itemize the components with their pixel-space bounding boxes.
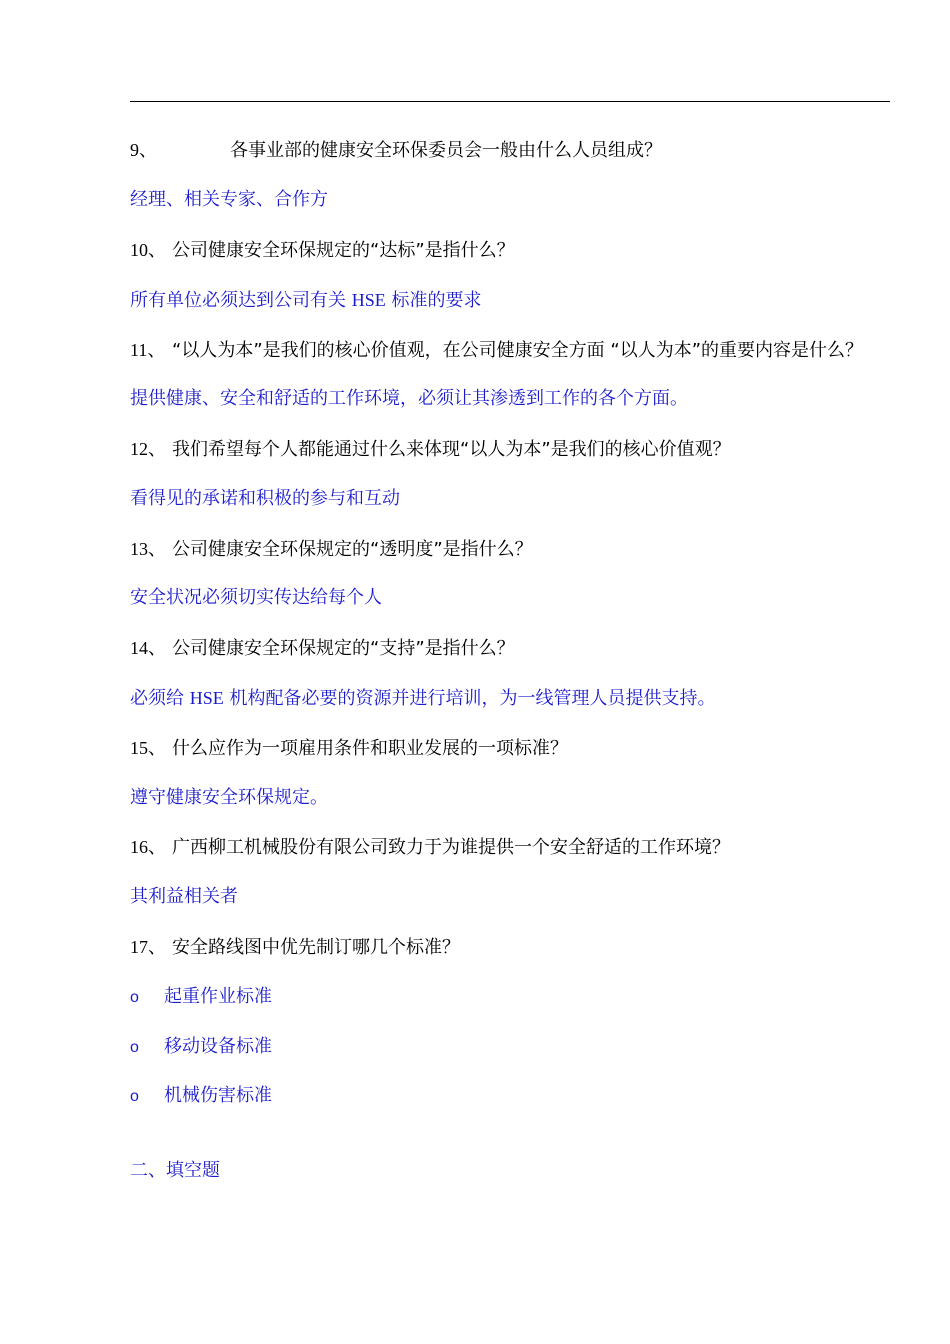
question-9 [130,138,662,163]
question-text: “以人为本”是我们的核心价值观，在公司健康安全方面 “以人为本”的重要内容是什么？ [172,340,864,361]
answer-15: 遵守健康安全环保规定。 [130,787,328,808]
answer-14 [130,686,715,711]
list-item [130,1035,272,1060]
list-item-text: 起重作业标准 [164,986,272,1007]
list-item [130,1084,272,1109]
answer-text-hse: HSE [189,688,224,708]
question-number: 14、 [130,638,166,658]
list-item-text: 机械伤害标准 [164,1085,272,1106]
answer-text-post: 机构配备必要的资源并进行培训，为一线管理人员提供支持。 [223,688,716,709]
list-item-text: 移动设备标准 [164,1036,272,1057]
question-10 [130,238,515,263]
answer-12: 看得见的承诺和积极的参与和互动 [130,488,400,509]
section-heading: 二、填空题 [130,1160,220,1181]
question-11 [130,338,863,363]
question-text: 公司健康安全环保规定的“透明度”是指什么？ [172,539,533,560]
question-12 [130,437,731,462]
question-text: 公司健康安全环保规定的“支持”是指什么？ [172,638,515,659]
question-number: 12、 [130,439,166,459]
question-number: 9、 [130,140,157,160]
question-text: 各事业部的健康安全环保委员会一般由什么人员组成？ [230,140,662,161]
question-number: 10、 [130,240,166,260]
question-number: 17、 [130,937,166,957]
question-number: 13、 [130,539,166,559]
question-number: 15、 [130,738,166,758]
bullet-icon: o [130,989,139,1006]
question-17 [130,935,460,960]
question-number: 11、 [130,340,166,360]
question-text: 我们希望每个人都能通过什么来体现“以人为本”是我们的核心价值观？ [172,439,731,460]
header-rule [130,101,890,102]
question-16 [130,835,730,860]
answer-text-pre: 必须给 [130,688,190,709]
answer-10 [130,288,481,313]
question-15 [130,736,568,761]
answer-16: 其利益相关者 [130,886,238,907]
answer-11: 提供健康、安全和舒适的工作环境，必须让其渗透到工作的各个方面。 [130,388,688,409]
answer-9: 经理、相关专家、合作方 [130,189,328,210]
answer-text-post: 标准的要求 [385,290,482,311]
question-number: 16、 [130,837,166,857]
answer-text-hse: HSE [351,290,386,310]
question-text: 广西柳工机械股份有限公司致力于为谁提供一个安全舒适的工作环境？ [172,837,730,858]
question-13 [130,537,533,562]
question-text: 公司健康安全环保规定的“达标”是指什么？ [172,240,515,261]
answer-text-pre: 所有单位必须达到公司有关 [130,290,352,311]
list-item [130,985,272,1010]
question-text: 什么应作为一项雇用条件和职业发展的一项标准？ [172,738,568,759]
bullet-icon: o [130,1088,139,1105]
question-14 [130,636,515,661]
answer-13: 安全状况必须切实传达给每个人 [130,587,382,608]
bullet-icon: o [130,1039,139,1056]
question-text: 安全路线图中优先制订哪几个标准？ [172,937,460,958]
